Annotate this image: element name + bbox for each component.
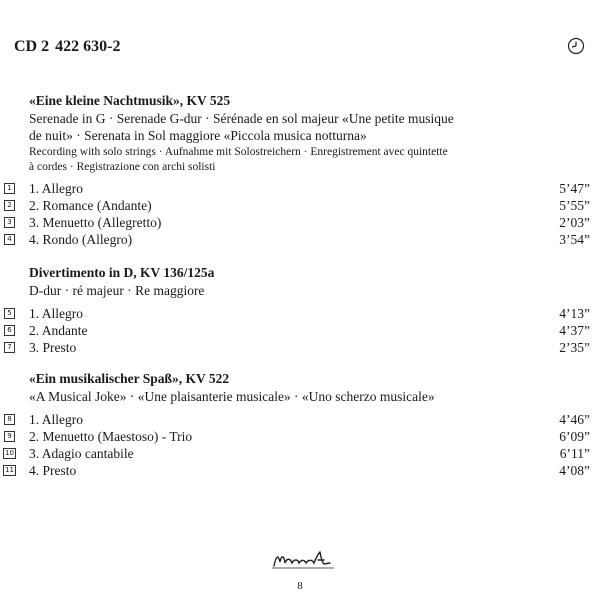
cd-label: CD 2 xyxy=(14,38,50,55)
work-title: «Ein musikalischer Spaß», KV 522 xyxy=(29,371,230,386)
track-number-box: 6 xyxy=(4,325,15,336)
track-number-box: 10 xyxy=(3,448,16,459)
track-duration: 5’55” xyxy=(559,198,590,213)
track-duration: 6’11” xyxy=(559,446,590,461)
work-title: Divertimento in D, KV 136/125a xyxy=(29,265,215,280)
track-name: 3. Presto xyxy=(29,340,77,355)
track-number-box: 7 xyxy=(4,342,15,353)
track-duration: 6’09” xyxy=(559,429,590,444)
track-row xyxy=(0,322,600,339)
page-number: 8 xyxy=(297,580,303,592)
recording-note-line: à cordes · Registrazione con archi solisti xyxy=(29,161,216,173)
work-subtitle-line: Serenade in G · Serenade G-dur · Sérénade en sol majeur «Une petite musique xyxy=(29,111,454,126)
track-number-box: 4 xyxy=(4,234,15,245)
track-name: 4. Presto xyxy=(29,463,77,478)
track-duration: 4’08” xyxy=(559,463,590,478)
track-row xyxy=(0,462,600,479)
track-number-box: 3 xyxy=(4,217,15,228)
track-name: 1. Allegro xyxy=(29,412,83,427)
track-number-box: 2 xyxy=(4,200,15,211)
mozart-signature xyxy=(268,548,348,572)
track-row xyxy=(0,305,600,322)
track-number-box: 11 xyxy=(3,465,16,476)
track-name: 4. Rondo (Allegro) xyxy=(29,232,133,247)
track-list-2 xyxy=(0,305,600,356)
track-number-box: 5 xyxy=(4,308,15,319)
work-subtitle-line: de nuit» · Serenata in Sol maggiore «Piccola musica notturna» xyxy=(29,128,367,143)
cd-header xyxy=(14,38,120,56)
work-section-2 xyxy=(29,264,589,299)
track-name: 2. Andante xyxy=(29,323,88,338)
track-number-box: 8 xyxy=(4,414,15,425)
catalog-number: 422 630-2 xyxy=(55,38,121,55)
track-duration: 2’35” xyxy=(559,340,590,355)
track-row xyxy=(0,197,600,214)
track-duration: 2’03” xyxy=(559,215,590,230)
track-name: 1. Allegro xyxy=(29,306,83,321)
track-list-3 xyxy=(0,411,600,479)
track-row xyxy=(0,445,600,462)
work-subtitle-line: D-dur · ré majeur · Re maggiore xyxy=(29,283,205,298)
track-name: 3. Menuetto (Allegretto) xyxy=(29,215,162,230)
work-title: «Eine kleine Nachtmusik», KV 525 xyxy=(29,93,231,108)
track-name: 2. Menuetto (Maestoso) - Trio xyxy=(29,429,193,444)
track-name: 3. Adagio cantabile xyxy=(29,446,134,461)
recording-note-line: Recording with solo strings · Aufnahme mit Solostreichern · Enregistrement avec quintette xyxy=(29,146,448,158)
work-subtitle-line: «A Musical Joke» · «Une plaisanterie musicale» · «Uno scherzo musicale» xyxy=(29,389,435,404)
track-row xyxy=(0,180,600,197)
work-section-3 xyxy=(29,370,589,405)
track-name: 1. Allegro xyxy=(29,181,83,196)
track-list-1 xyxy=(0,180,600,248)
track-row xyxy=(0,339,600,356)
track-number-box: 1 xyxy=(4,183,15,194)
track-duration: 4’46” xyxy=(559,412,590,427)
work-section-1 xyxy=(29,92,589,175)
track-duration: 5’47” xyxy=(559,181,590,196)
track-row xyxy=(0,428,600,445)
track-duration: 3’54” xyxy=(559,232,590,247)
track-duration: 4’37” xyxy=(559,323,590,338)
track-row xyxy=(0,411,600,428)
track-row xyxy=(0,231,600,248)
track-name: 2. Romance (Andante) xyxy=(29,198,152,213)
track-row xyxy=(0,214,600,231)
track-number-box: 9 xyxy=(4,431,15,442)
clock-icon xyxy=(567,37,585,55)
track-duration: 4’13” xyxy=(559,306,590,321)
